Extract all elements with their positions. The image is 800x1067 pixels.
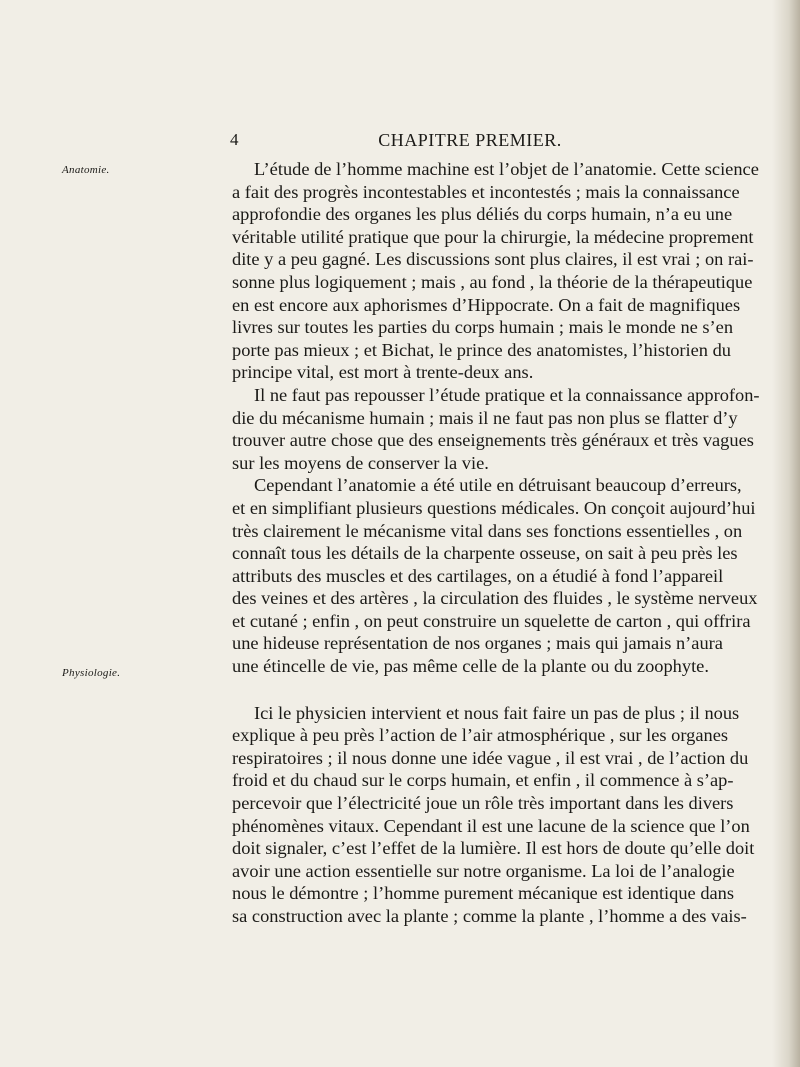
text-line: en est encore aux aphorismes d’Hippocrate. On a fait de magnifiques: [232, 294, 741, 315]
text-line: très clairement le mécanisme vital dans ses fonctions essentielles , on: [232, 520, 743, 541]
text-line: livres sur toutes les parties du corps humain ; mais le monde ne s’en: [232, 317, 734, 338]
text-line: connaît tous les détails de la charpente osseuse, on sait à peu près les: [232, 543, 738, 564]
text-line: Il ne faut pas repousser l’étude pratique et la connaissance approfon-: [254, 384, 760, 405]
text-line: a fait des progrès incontestables et incontestés ; mais la connaissance: [232, 181, 740, 202]
text-line: porte pas mieux ; et Bichat, le prince des anatomistes, l’historien du: [232, 339, 731, 360]
body-text: [232, 158, 760, 928]
text-line: sonne plus logiquement ; mais , au fond , la théorie de la thérapeutique: [232, 271, 753, 292]
text-line: et en simplifiant plusieurs questions médicales. On conçoit aujourd’hui: [232, 497, 756, 518]
text-line: véritable utilité pratique que pour la chirurgie, la médecine proprement: [232, 226, 754, 247]
text-line: des veines et des artères , la circulation des fluides , le système nerveux: [232, 588, 758, 609]
text-line: une hideuse représentation de nos organes ; mais qui jamais n’aura: [232, 633, 723, 654]
paragraph-physiologie: [232, 702, 755, 928]
margin-note-anatomie: Anatomie.: [62, 164, 110, 176]
paragraph-anatomie: [232, 158, 759, 384]
text-line: et cutané ; enfin , on peut construire un squelette de carton , qui offrira: [232, 610, 751, 631]
text-line: Ici le physicien intervient et nous fait faire un pas de plus ; il nous: [254, 702, 740, 723]
section-gap: [232, 678, 708, 702]
page-spine-shadow: [772, 0, 800, 1067]
text-line: une étincelle de vie, pas même celle de la plante ou du zoophyte.: [232, 656, 709, 677]
text-line: die du mécanisme humain ; mais il ne faut pas non plus se flatter d’y: [232, 407, 738, 428]
text-line: avoir une action essentielle sur notre organisme. La loi de l’analogie: [232, 860, 735, 881]
text-line: sa construction avec la plante ; comme la plante , l’homme a des vais-: [232, 906, 747, 926]
text-line: nous le démontre ; l’homme purement mécanique est identique dans: [232, 883, 735, 904]
text-line: dite y a peu gagné. Les discussions sont plus claires, il est vrai ; on rai-: [232, 249, 754, 270]
text-line: phénomènes vitaux. Cependant il est une lacune de la science que l’on: [232, 815, 750, 836]
paragraph-cependant: [232, 474, 758, 677]
running-head: [230, 130, 710, 156]
text-line: doit signaler, c’est l’effet de la lumière. Il est hors de doute qu’elle doit: [232, 838, 755, 859]
text-line: sur les moyens de conserver la vie.: [232, 452, 489, 473]
text-line: froid et du chaud sur le corps humain, et enfin , il commence à s’ap-: [232, 770, 734, 791]
chapter-title: CHAPITRE PREMIER.: [378, 130, 562, 150]
margin-note-physiologie: Physiologie.: [62, 667, 121, 679]
text-line: approfondie des organes les plus déliés du corps humain, n’a eu une: [232, 204, 733, 225]
text-line: attributs des muscles et des cartilages, on a étudié à fond l’appareil: [232, 565, 724, 586]
paragraph-etude-pratique: [232, 384, 760, 474]
text-line: explique à peu près l’action de l’air atmosphérique , sur les organes: [232, 725, 729, 746]
text-line: Cependant l’anatomie a été utile en détruisant beaucoup d’erreurs,: [254, 475, 742, 496]
page-number: 4: [230, 130, 239, 149]
text-line: trouver autre chose que des enseignements très généraux et très vagues: [232, 430, 754, 451]
text-line: principe vital, est mort à trente-deux ans.: [232, 362, 534, 383]
text-line: percevoir que l’électricité joue un rôle très important dans les divers: [232, 793, 734, 814]
text-line: respiratoires ; il nous donne une idée vague , il est vrai , de l’action du: [232, 747, 749, 768]
text-line: L’étude de l’homme machine est l’objet de l’anatomie. Cette science: [254, 159, 759, 179]
